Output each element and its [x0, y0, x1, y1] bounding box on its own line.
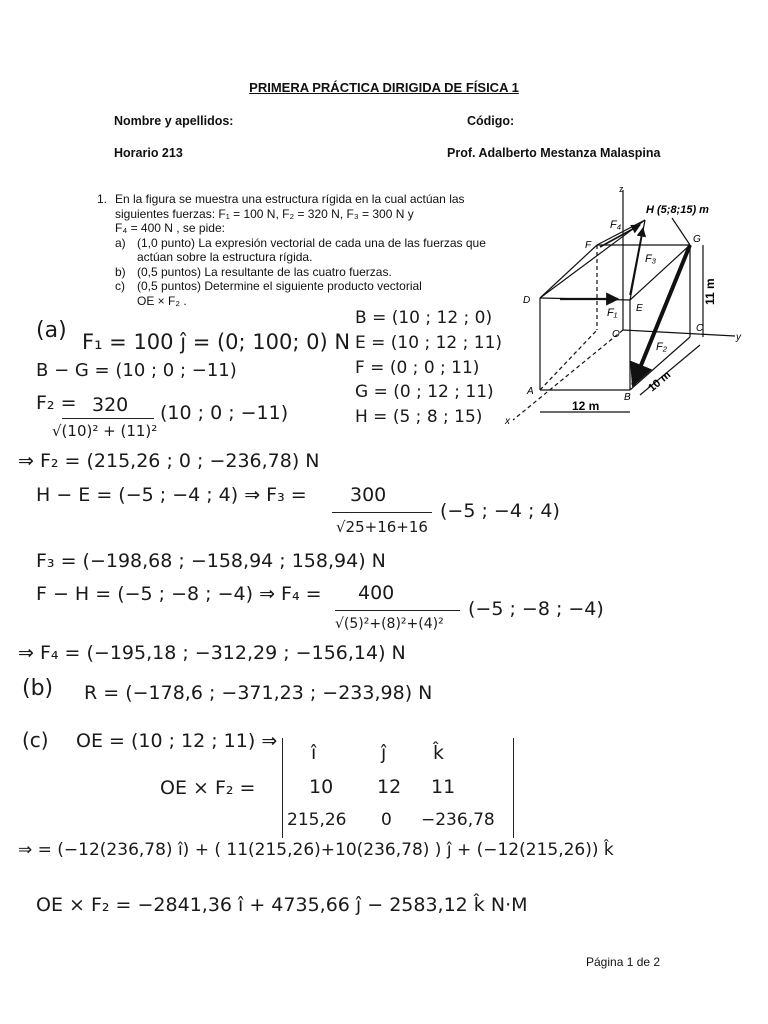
structure-figure: [500, 182, 768, 430]
schedule-label: Horario 213: [114, 146, 183, 160]
matrix-cell-2-2: −236,78: [421, 810, 495, 830]
h-minus-e: H − E = (−5 ; −4 ; 4) ⇒ F₃ =: [36, 484, 307, 506]
point-D-label: D: [523, 295, 531, 306]
determinant-expansion: ⇒ = (−12(236,78) î) + ( 11(215,26)+10(236,78) ) ĵ + (−12(215,26)) k̂: [18, 840, 614, 860]
f3-denominator: √25+16+16: [336, 518, 428, 536]
point-F: F = (0 ; 0 ; 11): [355, 358, 480, 378]
item-c: [115, 279, 492, 294]
item-c-product: OE × F₂ .: [137, 293, 187, 308]
f-minus-h: F − H = (−5 ; −8 ; −4) ⇒ F₄ =: [36, 583, 322, 605]
point-C-label: C: [696, 323, 704, 334]
matrix-cell-2-1: 0: [381, 810, 392, 830]
statement-line-2: F₄ = 400 N , se pide:: [115, 221, 225, 235]
f4-unit-vector: (−5 ; −8 ; −4): [468, 598, 604, 620]
problem-statement: [97, 192, 492, 308]
item-b: [115, 265, 492, 280]
point-B: B = (10 ; 12 ; 0): [355, 308, 493, 328]
matrix-cell-1-2: 11: [431, 776, 456, 798]
matrix-cell-0-2: k̂: [433, 742, 445, 764]
name-label: Nombre y apellidos:: [114, 114, 234, 128]
f1-expression: F₁ = 100 ĵ = (0; 100; 0) N: [82, 330, 351, 354]
force-F4-label: F₄: [610, 219, 622, 231]
page-number: Página 1 de 2: [586, 955, 661, 969]
b-minus-g: B − G = (10 ; 0 ; −11): [36, 360, 237, 381]
part-b-label: (b): [22, 676, 54, 701]
item-a-text: (1,0 punto) La expresión vectorial de cada una de las fuerzas que actúan sobre la estructura rígida.: [137, 235, 486, 264]
edge-hidden-2: [540, 330, 597, 390]
part-a-label: (a): [36, 318, 67, 343]
problem-number: 1.: [97, 192, 108, 206]
resultant: R = (−178,6 ; −371,23 ; −233,98) N: [84, 682, 433, 704]
f2-result: ⇒ F₂ = (215,26 ; 0 ; −236,78) N: [18, 450, 320, 472]
f3-unit-vector: (−5 ; −4 ; 4): [440, 500, 560, 522]
force-F3-label: F₃: [645, 253, 657, 265]
point-H-label: H (5;8;15) m: [646, 204, 709, 216]
dim-height-label: 11 m: [703, 278, 717, 305]
f3-magnitude: 300: [350, 484, 387, 506]
professor-label: Prof. Adalberto Mestanza Malaspina: [447, 146, 661, 160]
z-axis-label: z: [619, 184, 624, 194]
item-b-text: (0,5 puntos) La resultante de las cuatro fuerzas.: [137, 264, 392, 279]
point-A-label: A: [527, 386, 534, 397]
item-c-label: c): [115, 279, 125, 293]
x-axis-label: x: [505, 416, 510, 427]
point-O-label: O: [612, 329, 620, 340]
page-title: PRIMERA PRÁCTICA DIRIGIDA DE FÍSICA 1: [249, 80, 519, 95]
f4-fraction-bar: [335, 610, 460, 611]
point-G: G = (0 ; 12 ; 11): [355, 382, 494, 402]
matrix-cell-0-0: î: [311, 742, 317, 764]
f2-fraction-bar: [62, 418, 154, 419]
item-c-text: (0,5 puntos) Determine el siguiente producto vectorial: [137, 279, 422, 293]
dim-width-label: 12 m: [572, 399, 600, 413]
item-b-label: b): [115, 264, 126, 279]
edge-GH: [672, 218, 690, 245]
item-a: [115, 236, 492, 265]
oe-vector: OE = (10 ; 12 ; 11) ⇒: [76, 730, 278, 752]
f2-denominator: √(10)² + (11)²: [52, 422, 158, 440]
matrix-cell-1-0: 10: [309, 776, 334, 798]
point-E: E = (10 ; 12 ; 11): [355, 333, 503, 353]
edge-DF: [540, 245, 597, 298]
statement-line-1: En la figura se muestra una estructura rígida en la cual actúan las siguientes fuerzas: F₁ = 100 N, F₂ = 320 N, F₃ = 300 N y: [115, 192, 465, 221]
f4-result: ⇒ F₄ = (−195,18 ; −312,29 ; −156,14) N: [18, 642, 406, 664]
f4-denominator: √(5)²+(8)²+(4)²: [335, 616, 444, 632]
point-E-label: E: [636, 303, 643, 314]
force-F2-arrow: [633, 245, 690, 385]
matrix-cell-1-1: 12: [377, 776, 402, 798]
y-axis-label: y: [736, 332, 741, 343]
dim-depth-label: 10 m: [646, 368, 674, 395]
matrix-cell-2-0: 215,26: [287, 810, 347, 830]
final-cross-product: OE × F₂ = −2841,36 î + 4735,66 ĵ − 2583,12 k̂ N·M: [36, 894, 528, 916]
f3-fraction-bar: [332, 512, 432, 513]
point-F-label: F: [585, 240, 592, 251]
item-a-label: a): [115, 235, 126, 250]
f2-unit-vector: (10 ; 0 ; −11): [160, 402, 289, 424]
cross-product-lhs: OE × F₂ =: [160, 777, 256, 799]
matrix-cell-0-1: ĵ: [381, 742, 387, 764]
x-axis-line: [513, 330, 623, 420]
f2-magnitude: 320: [92, 394, 129, 416]
point-G-label: G: [693, 234, 701, 245]
determinant-matrix: [282, 738, 514, 838]
point-B-label: B: [624, 392, 631, 403]
f3-result: F₃ = (−198,68 ; −158,94 ; 158,94) N: [36, 550, 386, 572]
point-H: H = (5 ; 8 ; 15): [355, 407, 483, 427]
y-axis-line: [623, 330, 735, 336]
part-c-label: (c): [22, 728, 49, 752]
force-F2-label: F₂: [656, 341, 667, 353]
f4-magnitude: 400: [358, 582, 395, 604]
force-F3-arrow: [630, 228, 643, 295]
f2-label: F₂ =: [36, 392, 77, 414]
force-F1-label: F₁: [607, 307, 618, 319]
code-label: Código:: [467, 114, 515, 128]
